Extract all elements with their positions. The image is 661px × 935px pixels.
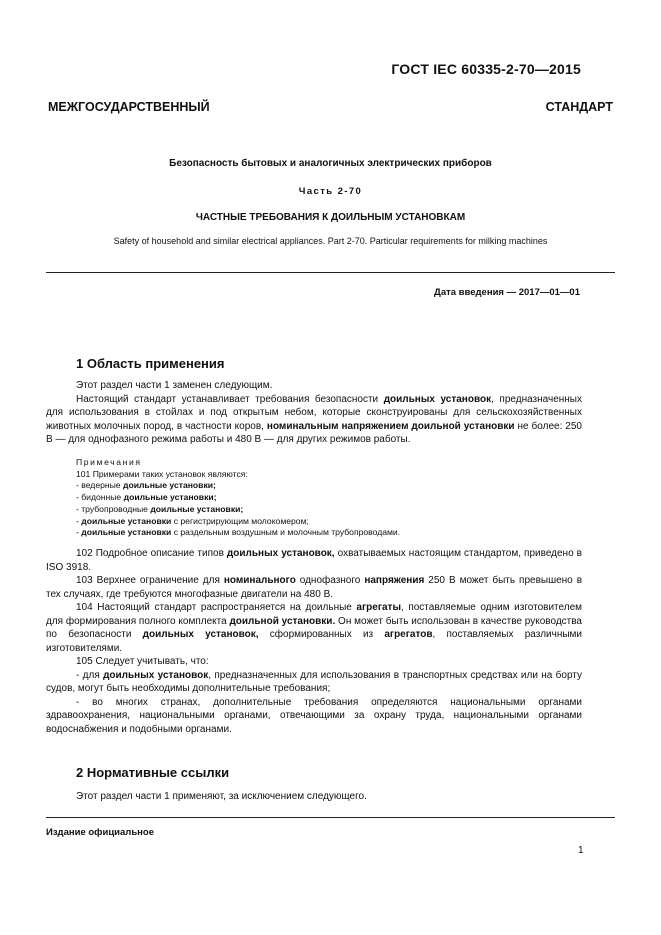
part-label: Часть 2-70 bbox=[298, 186, 363, 197]
notes-block bbox=[76, 457, 582, 539]
section-2-heading: 2 Нормативные ссылки bbox=[76, 765, 230, 780]
document-number: ГОСТ IEC 60335-2-70—2015 bbox=[391, 61, 581, 77]
clause-104: 104 Настоящий стандарт распространяется на доильные агрегаты, поставляемые одним изготовителем для формирования полного комплекта доильной установки. Он может быть использован в качестве руководства по безопасности доильных установок, сформированных из агрегатов, поставляемых различными изготовителями. bbox=[46, 602, 582, 654]
section-1-clauses bbox=[46, 547, 582, 736]
footer-divider bbox=[46, 817, 615, 818]
english-title: Safety of household and similar electrical appliances. Part 2-70. Particular requirements for milking machines bbox=[113, 236, 548, 246]
header-divider bbox=[46, 272, 615, 273]
clause-105-item: - для доильных установок, предназначенных для использования в транспортных средствах или на борту судов, могут быть необходимы дополнительные требования; bbox=[46, 669, 582, 694]
introduction-date: Дата введения — 2017—01—01 bbox=[434, 287, 580, 298]
list-item: - доильные установки с регистрирующим молокомером; bbox=[76, 515, 309, 526]
section-1-heading: 1 Область применения bbox=[76, 356, 225, 371]
section-2-body bbox=[46, 790, 582, 804]
clause-102: 102 Подробное описание типов доильных установок, охватываемых настоящим стандартом, приведено в ISO 3918. bbox=[46, 548, 582, 573]
notes-title: Примечания bbox=[76, 457, 142, 467]
requirements-title: ЧАСТНЫЕ ТРЕБОВАНИЯ К ДОИЛЬНЫМ УСТАНОВКАМ bbox=[195, 212, 466, 223]
list-item: - трубопроводные доильные установки; bbox=[76, 503, 244, 514]
paragraph: Этот раздел части 1 заменен следующим. bbox=[76, 380, 273, 391]
standard-kind-heading: МЕЖГОСУДАРСТВЕННЫЙ СТАНДАРТ bbox=[48, 100, 613, 114]
notes-intro: 101 Примерами таких установок являются: bbox=[76, 468, 248, 479]
clause-105: 105 Следует учитывать, что: bbox=[76, 656, 209, 667]
clause-103: 103 Верхнее ограничение для номинального однофазного напряжения 250 В может быть превышено в тех случаях, где требуются многофазные двигатели на 480 В. bbox=[46, 575, 583, 600]
list-item: - доильные установки с раздельным воздушным и молочным трубопроводами. bbox=[76, 527, 401, 538]
clause-105-item: - во многих странах, дополнительные требования определяются национальными органами здравоохранения, национальными органами, отвечающими за охрану труда, национальными органами водоснабжения и подобными органами. bbox=[46, 696, 582, 735]
page-number: 1 bbox=[578, 845, 584, 856]
paragraph: Настоящий стандарт устанавливает требования безопасности доильных установок, предназначенных для использования в стойлах и под открытым небом, которые сконструированы для сельскохозяйственных животных молочных пород, в частности коров, номинальным напряжением доильной установки не более: 250 В — для однофазного режима работы и 480 В — для других режимов работы. bbox=[46, 393, 582, 445]
standard-subject: Безопасность бытовых и аналогичных электрических приборов bbox=[169, 158, 492, 169]
list-item: - ведерные доильные установки; bbox=[76, 480, 216, 491]
edition-label: Издание официальное bbox=[46, 827, 154, 838]
list-item: - бидонные доильные установки; bbox=[76, 492, 217, 503]
section-1-body bbox=[46, 379, 582, 447]
paragraph: Этот раздел части 1 применяют, за исключением следующего. bbox=[76, 791, 367, 802]
